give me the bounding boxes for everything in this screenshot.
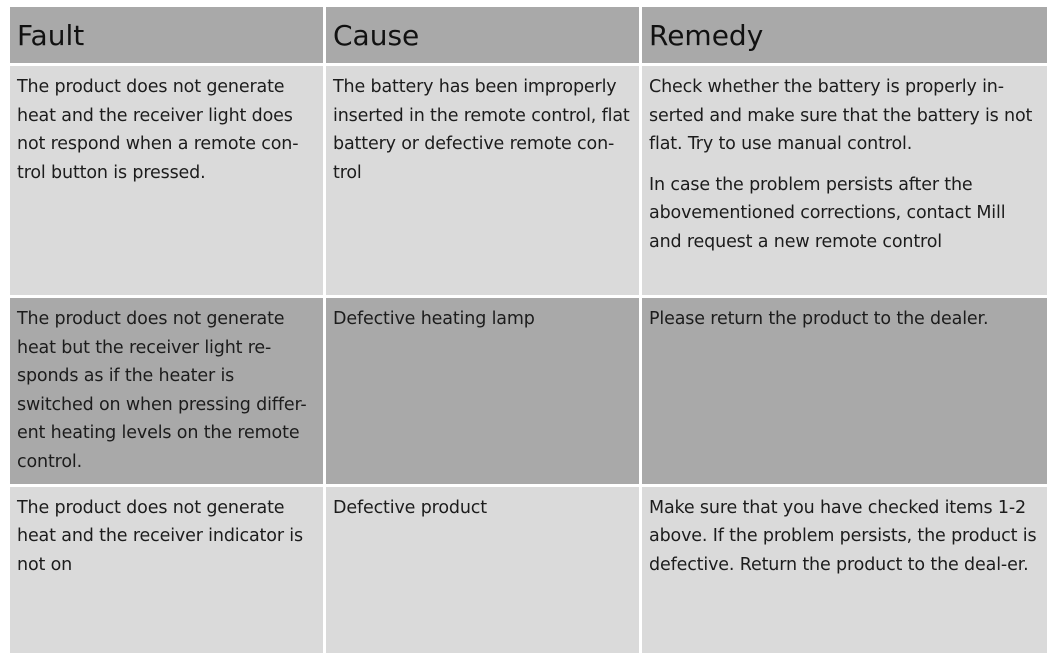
- header-row: [10, 7, 1047, 63]
- remedy-paragraph: Make sure that you have checked items 1-2 above. If the problem persists, the product is defective. Return the product to the deal-er.: [649, 497, 1037, 575]
- header-fault: Fault: [10, 7, 323, 63]
- remedy-paragraph: Check whether the battery is properly in-serted and make sure that the battery is not flat. Try to use manual control.: [649, 77, 1033, 155]
- remedy-cell: [642, 66, 1047, 295]
- table-row: [10, 487, 1047, 653]
- fault-cell: The product does not generate heat and the receiver indicator is not on: [10, 487, 323, 653]
- remedy-paragraph: Please return the product to the dealer.: [649, 309, 989, 329]
- remedy-cell: [642, 487, 1047, 653]
- troubleshooting-table-container: [7, 4, 1050, 656]
- header-remedy: Remedy: [642, 7, 1047, 63]
- remedy-paragraph: In case the problem persists after the abovementioned corrections, contact Mill and request a new remote control: [649, 174, 1006, 252]
- cause-cell: The battery has been improperly inserted in the remote control, flat battery or defective remote con-trol: [326, 66, 639, 295]
- fault-cell: The product does not generate heat and the receiver light does not respond when a remote con-trol button is pressed.: [10, 66, 323, 295]
- table-row: [10, 298, 1047, 484]
- header-cause: Cause: [326, 7, 639, 63]
- troubleshooting-table: [7, 4, 1050, 656]
- cause-cell: Defective heating lamp: [326, 298, 639, 484]
- cause-cell: Defective product: [326, 487, 639, 653]
- remedy-cell: [642, 298, 1047, 484]
- fault-cell: The product does not generate heat but the receiver light re-sponds as if the heater is switched on when pressing differ-ent heating levels on the remote control.: [10, 298, 323, 484]
- table-row: [10, 66, 1047, 295]
